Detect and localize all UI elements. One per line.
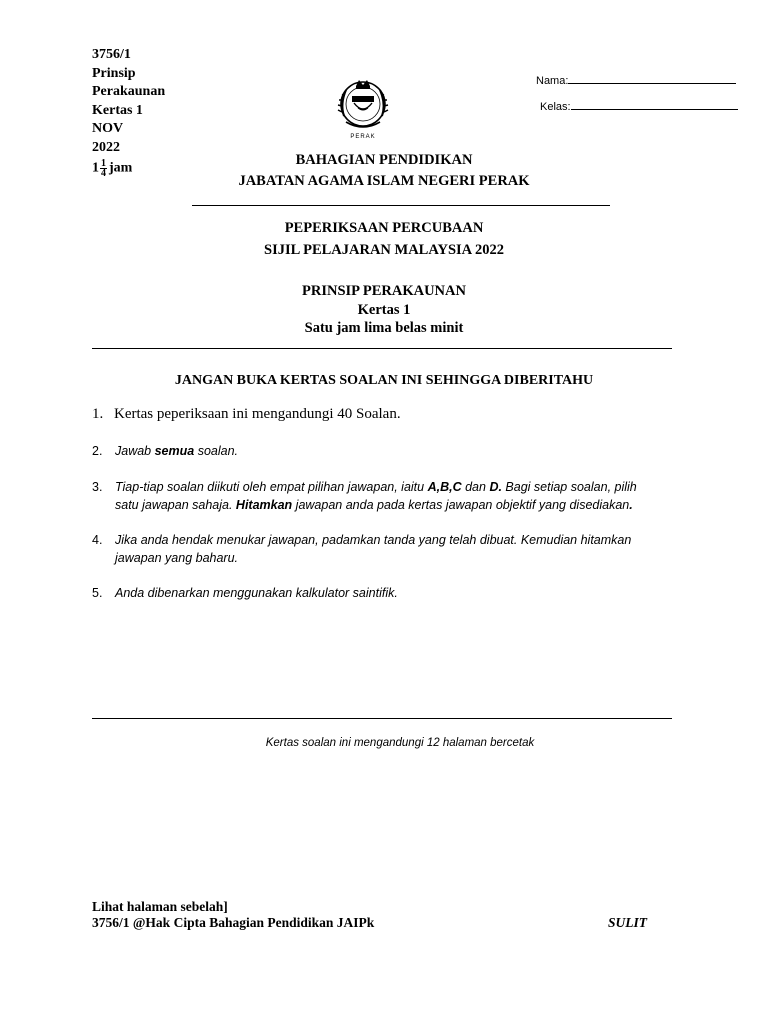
warning-text: JANGAN BUKA KERTAS SOALAN INI SEHINGGA DIBERITAHU <box>174 373 594 388</box>
instruction-1 <box>92 406 692 423</box>
duration-denominator: 4 <box>101 168 106 179</box>
duration-whole: 1 <box>92 160 99 176</box>
duration-unit: jam <box>109 160 133 176</box>
name-label: Nama: <box>536 75 569 87</box>
i3-a: Tiap-tiap soalan diikuti oleh empat pilihan jawapan, iaitu <box>115 480 428 494</box>
exam-year: 2022 <box>92 139 120 155</box>
bottom-divider <box>92 718 672 719</box>
classification: SULIT <box>608 915 648 930</box>
instruction-4-number: 4. <box>92 533 103 547</box>
i3-period: . <box>629 498 633 512</box>
exam-title-2: SIJIL PELAJARAN MALAYSIA 2022 <box>264 242 504 258</box>
instruction-5-number: 5. <box>92 586 103 600</box>
duration-numerator: 1 <box>101 158 106 169</box>
class-label: Kelas: <box>540 101 571 113</box>
duration-title: Satu jam lima belas minit <box>304 320 464 336</box>
org-line-2: JABATAN AGAMA ISLAM NEGERI PERAK <box>238 173 530 189</box>
next-page-note: Lihat halaman sebelah] <box>92 899 228 914</box>
i3-options: A,B,C <box>427 480 462 494</box>
exam-month: NOV <box>92 121 124 136</box>
instruction-3-number: 3. <box>92 480 103 494</box>
i3-hitamkan: Hitamkan <box>235 498 293 512</box>
instruction-2-a: Jawab <box>115 444 155 458</box>
instruction-5-text: Anda dibenarkan menggunakan kalkulator saintifik. <box>115 586 398 600</box>
i3-c: dan <box>461 480 490 494</box>
i3-f: satu jawapan sahaja. <box>115 498 236 512</box>
exam-title-1: PEPERIKSAAN PERCUBAAN <box>284 220 484 236</box>
copyright-note: 3756/1 @Hak Cipta Bahagian Pendidikan JAIPk <box>92 915 375 930</box>
i3-option-d: D. <box>489 480 502 494</box>
paper-title: Kertas 1 <box>357 302 411 318</box>
i3-e: Bagi setiap soalan, pilih <box>501 480 637 494</box>
org-line-1: BAHAGIAN PENDIDIKAN <box>295 152 473 168</box>
instruction-2-c: soalan. <box>194 444 238 458</box>
instructions <box>92 0 692 1024</box>
subject-title: PRINSIP PERAKAUNAN <box>302 283 466 299</box>
instruction-4-line-1: Jika anda hendak menukar jawapan, padamkan tanda yang telah dibuat. Kemudian hitamkan <box>115 533 632 547</box>
instruction-3-line-2 <box>115 496 633 514</box>
paper-number: Kertas 1 <box>92 102 143 118</box>
instruction-1-number: 1. <box>92 406 104 422</box>
subject-line-1: Prinsip <box>92 65 136 81</box>
instruction-1-text: Kertas peperiksaan ini mengandungi 40 Soalan. <box>114 406 401 422</box>
page-count-note: Kertas soalan ini mengandungi 12 halaman bercetak <box>265 737 535 749</box>
i3-h: jawapan anda pada kertas jawapan objektif yang disediakan <box>292 498 630 512</box>
instruction-2-number: 2. <box>92 444 103 458</box>
subject-line-2: Perakaunan <box>92 84 166 99</box>
instruction-2-bold: semua <box>154 444 195 458</box>
instruction-2-text <box>115 442 238 460</box>
instruction-3-line-1 <box>115 478 637 496</box>
instruction-4-line-2: jawapan yang baharu. <box>115 551 239 565</box>
logo-caption: PERAK <box>350 134 376 140</box>
paper-code: 3756/1 <box>92 47 131 62</box>
